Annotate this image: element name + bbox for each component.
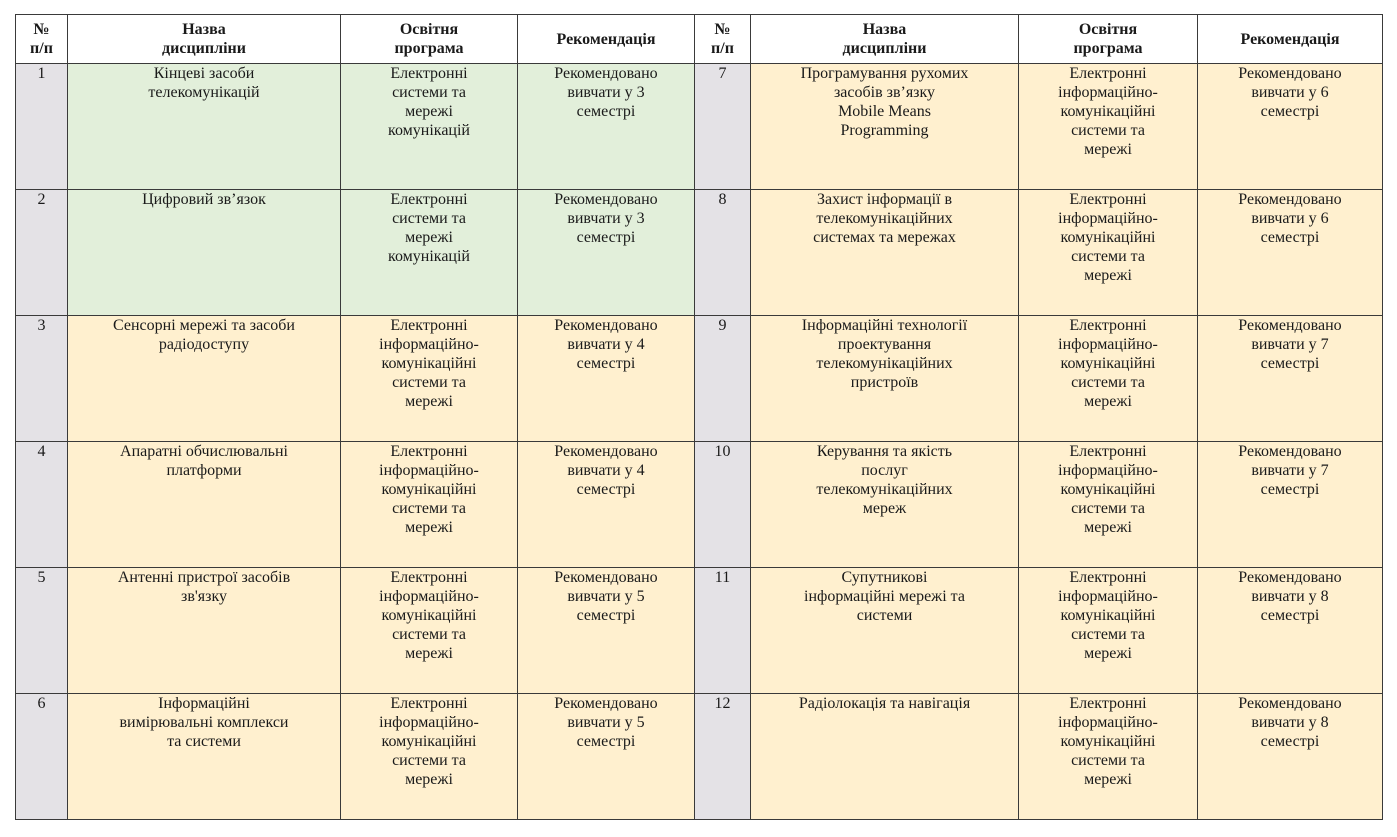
discipline-name-cell	[751, 568, 1019, 694]
program-line: інформаційно-	[1058, 336, 1158, 353]
discipline-name-line: платформи	[166, 462, 242, 479]
recommendation-line: Рекомендовано	[554, 569, 658, 586]
program-line: інформаційно-	[1058, 210, 1158, 227]
program-line: Електронні	[1069, 443, 1147, 460]
program-cell	[1019, 568, 1198, 694]
recommendation-line: вивчати у 3	[567, 84, 645, 101]
recommendation-line: Рекомендовано	[1238, 695, 1342, 712]
recommendation-line: семестрі	[1260, 481, 1320, 498]
row-number-cell: 3	[16, 316, 68, 442]
program-line: мережі	[405, 519, 453, 536]
recommendation-line: вивчати у 3	[567, 210, 645, 227]
table-row	[16, 64, 1383, 190]
program-cell	[1019, 442, 1198, 568]
program-line: мережі	[405, 103, 453, 120]
program-line: Електронні	[390, 191, 468, 208]
program-cell	[341, 568, 518, 694]
program-line: системи та	[1071, 752, 1145, 769]
program-line: Електронні	[390, 569, 468, 586]
program-line: мережі	[405, 229, 453, 246]
recommendation-line: Рекомендовано	[1238, 65, 1342, 82]
recommendation-line: вивчати у 4	[567, 462, 645, 479]
program-line: комунікаційні	[381, 607, 477, 624]
discipline-name-line: Радіолокація та навігація	[798, 695, 971, 712]
header-num-line1: №	[714, 21, 731, 38]
discipline-name-line: системи	[856, 607, 913, 624]
discipline-name-line: Сенсорні мережі та засоби	[113, 317, 295, 334]
program-line: системи та	[392, 626, 466, 643]
program-line: комунікаційні	[1060, 733, 1156, 750]
header-name-right	[751, 15, 1019, 64]
program-line: системи та	[1071, 122, 1145, 139]
program-cell	[1019, 316, 1198, 442]
discipline-name-cell	[751, 64, 1019, 190]
program-line: Електронні	[390, 695, 468, 712]
program-line: Електронні	[1069, 317, 1147, 334]
program-line: комунікаційні	[1060, 355, 1156, 372]
header-name-left	[68, 15, 341, 64]
recommendation-line: Рекомендовано	[554, 191, 658, 208]
program-line: Електронні	[390, 443, 468, 460]
discipline-name-line: телекомунікаційних	[816, 355, 953, 372]
recommendation-line: вивчати у 7	[1251, 336, 1329, 353]
program-line: системи та	[1071, 626, 1145, 643]
discipline-name-cell	[68, 568, 341, 694]
recommendation-line: Рекомендовано	[1238, 317, 1342, 334]
discipline-name-line: Антенні пристрої засобів	[117, 569, 291, 586]
recommendation-cell	[1198, 568, 1383, 694]
program-line: інформаційно-	[1058, 84, 1158, 101]
table-body	[16, 64, 1383, 820]
program-line: системи та	[1071, 374, 1145, 391]
program-line: комунікаційні	[1060, 103, 1156, 120]
header-recommendation-right	[1198, 15, 1383, 64]
program-line: комунікаційні	[1060, 481, 1156, 498]
discipline-name-line: Інформаційні	[158, 695, 250, 712]
recommendation-line: вивчати у 5	[567, 714, 645, 731]
program-cell	[341, 442, 518, 568]
discipline-name-cell	[68, 442, 341, 568]
disciplines-table	[15, 14, 1383, 820]
program-line: інформаційно-	[379, 588, 479, 605]
header-name-line1: Назва	[862, 21, 907, 38]
discipline-name-line: вимірювальні комплекси	[119, 714, 289, 731]
program-cell	[341, 316, 518, 442]
recommendation-line: семестрі	[1260, 733, 1320, 750]
discipline-name-line: радіодоступу	[158, 336, 250, 353]
header-num-right	[695, 15, 751, 64]
table-row	[16, 316, 1383, 442]
discipline-name-line: Програмування рухомих	[800, 65, 969, 82]
recommendation-line: семестрі	[576, 607, 636, 624]
header-num-line2: п/п	[30, 40, 53, 57]
recommendation-line: Рекомендовано	[554, 317, 658, 334]
recommendation-line: Рекомендовано	[1238, 191, 1342, 208]
recommendation-cell	[1198, 316, 1383, 442]
program-line: комунікаційні	[1060, 229, 1156, 246]
row-number-cell: 10	[695, 442, 751, 568]
program-line: комунікацій	[388, 122, 470, 139]
program-line: Електронні	[1069, 65, 1147, 82]
recommendation-cell	[1198, 442, 1383, 568]
program-cell	[341, 694, 518, 820]
program-line: комунікаційні	[381, 355, 477, 372]
program-line: інформаційно-	[1058, 588, 1158, 605]
table-row	[16, 694, 1383, 820]
program-cell	[1019, 64, 1198, 190]
program-line: мережі	[1084, 519, 1132, 536]
discipline-name-line: системах та мережах	[813, 229, 956, 246]
discipline-name-line: Інформаційні технології	[801, 317, 968, 334]
recommendation-cell	[518, 190, 695, 316]
discipline-name-line: Керування та якість	[816, 443, 953, 460]
row-number-cell: 11	[695, 568, 751, 694]
program-line: системи та	[392, 752, 466, 769]
discipline-name-line: телекомунікацій	[148, 84, 260, 101]
table-row	[16, 442, 1383, 568]
program-line: інформаційно-	[379, 714, 479, 731]
discipline-name-cell	[751, 190, 1019, 316]
discipline-name-line: мереж	[862, 500, 907, 517]
recommendation-cell	[518, 442, 695, 568]
recommendation-line: семестрі	[1260, 103, 1320, 120]
header-num-line1: №	[33, 21, 50, 38]
row-number-cell: 7	[695, 64, 751, 190]
discipline-name-line: послуг	[861, 462, 908, 479]
program-line: інформаційно-	[379, 336, 479, 353]
recommendation-line: семестрі	[576, 103, 636, 120]
discipline-name-line: Цифровий зв’язок	[142, 191, 266, 208]
row-number-cell: 9	[695, 316, 751, 442]
header-recommendation-left	[518, 15, 695, 64]
program-line: мережі	[1084, 393, 1132, 410]
header-program-line2: програма	[1073, 40, 1143, 57]
recommendation-line: вивчати у 7	[1251, 462, 1329, 479]
discipline-name-line: проектування	[837, 336, 932, 353]
recommendation-line: семестрі	[1260, 229, 1320, 246]
discipline-name-cell	[68, 316, 341, 442]
program-line: Електронні	[1069, 695, 1147, 712]
recommendation-cell	[518, 568, 695, 694]
program-line: мережі	[405, 393, 453, 410]
discipline-name-line: засобів зв’язку	[833, 84, 936, 101]
table-row	[16, 190, 1383, 316]
discipline-name-line: зв'язку	[181, 588, 227, 605]
row-number-cell: 12	[695, 694, 751, 820]
recommendation-line: Рекомендовано	[554, 65, 658, 82]
recommendation-line: вивчати у 8	[1251, 588, 1329, 605]
header-recommendation-text: Рекомендація	[556, 30, 656, 48]
program-line: системи та	[392, 374, 466, 391]
row-number-cell: 8	[695, 190, 751, 316]
header-name-line2: дисципліни	[162, 40, 246, 57]
recommendation-line: Рекомендовано	[1238, 443, 1342, 460]
discipline-name-cell	[751, 316, 1019, 442]
program-cell	[1019, 694, 1198, 820]
row-number-cell: 4	[16, 442, 68, 568]
discipline-name-line: Захист інформації в	[816, 191, 953, 208]
discipline-name-line: Апаратні обчислювальні	[120, 443, 288, 460]
recommendation-line: вивчати у 5	[567, 588, 645, 605]
recommendation-line: вивчати у 4	[567, 336, 645, 353]
header-recommendation-text: Рекомендація	[1240, 30, 1340, 48]
table-row	[16, 568, 1383, 694]
header-program-right	[1019, 15, 1198, 64]
program-line: Електронні	[390, 317, 468, 334]
program-line: системи та	[1071, 500, 1145, 517]
program-line: системи та	[392, 500, 466, 517]
program-line: інформаційно-	[379, 462, 479, 479]
program-line: комунікацій	[388, 248, 470, 265]
program-line: інформаційно-	[1058, 714, 1158, 731]
header-name-line2: дисципліни	[842, 40, 927, 57]
program-line: мережі	[1084, 141, 1132, 158]
program-line: мережі	[405, 645, 453, 662]
recommendation-line: семестрі	[576, 481, 636, 498]
discipline-name-line: та системи	[167, 733, 241, 750]
program-line: інформаційно-	[1058, 462, 1158, 479]
program-line: комунікаційні	[381, 733, 477, 750]
recommendation-line: Рекомендовано	[1238, 569, 1342, 586]
discipline-name-cell	[68, 190, 341, 316]
header-num-left	[16, 15, 68, 64]
discipline-name-cell	[68, 64, 341, 190]
discipline-name-line: телекомунікаційних	[816, 210, 953, 227]
recommendation-line: вивчати у 6	[1251, 84, 1329, 101]
program-line: мережі	[1084, 645, 1132, 662]
program-cell	[1019, 190, 1198, 316]
discipline-name-line: пристроїв	[850, 374, 919, 391]
recommendation-line: семестрі	[576, 733, 636, 750]
recommendation-line: семестрі	[1260, 607, 1320, 624]
program-cell	[341, 64, 518, 190]
program-line: Електронні	[1069, 569, 1147, 586]
discipline-name-line: Programming	[840, 122, 929, 139]
recommendation-cell	[1198, 64, 1383, 190]
row-number-cell: 6	[16, 694, 68, 820]
program-line: комунікаційні	[1060, 607, 1156, 624]
recommendation-cell	[518, 64, 695, 190]
program-line: системи та	[392, 210, 466, 227]
recommendation-line: Рекомендовано	[554, 695, 658, 712]
row-number-cell: 1	[16, 64, 68, 190]
program-line: Електронні	[390, 65, 468, 82]
program-line: мережі	[405, 771, 453, 788]
discipline-name-cell	[751, 442, 1019, 568]
program-line: комунікаційні	[381, 481, 477, 498]
recommendation-line: вивчати у 6	[1251, 210, 1329, 227]
recommendation-cell	[1198, 190, 1383, 316]
discipline-name-line: Супутникові	[841, 569, 928, 586]
recommendation-cell	[1198, 694, 1383, 820]
recommendation-cell	[518, 316, 695, 442]
recommendation-line: семестрі	[576, 229, 636, 246]
header-program-left	[341, 15, 518, 64]
program-cell	[341, 190, 518, 316]
discipline-name-line: інформаційні мережі та	[804, 588, 965, 605]
discipline-name-line: телекомунікаційних	[816, 481, 953, 498]
program-line: мережі	[1084, 267, 1132, 284]
header-program-line2: програма	[394, 40, 464, 57]
discipline-name-line: Mobile Means	[838, 103, 931, 120]
recommendation-line: семестрі	[576, 355, 636, 372]
discipline-name-cell	[68, 694, 341, 820]
recommendation-cell	[518, 694, 695, 820]
recommendation-line: семестрі	[1260, 355, 1320, 372]
header-num-line2: п/п	[711, 40, 734, 57]
discipline-name-cell	[751, 694, 1019, 820]
program-line: мережі	[1084, 771, 1132, 788]
row-number-cell: 2	[16, 190, 68, 316]
discipline-name-line: Кінцеві засоби	[153, 65, 255, 82]
program-line: Електронні	[1069, 191, 1147, 208]
header-program-line1: Освітня	[399, 21, 459, 38]
header-row	[16, 15, 1383, 64]
recommendation-line: Рекомендовано	[554, 443, 658, 460]
program-line: системи та	[1071, 248, 1145, 265]
header-name-line1: Назва	[182, 21, 226, 38]
header-program-line1: Освітня	[1078, 21, 1138, 38]
program-line: системи та	[392, 84, 466, 101]
row-number-cell: 5	[16, 568, 68, 694]
recommendation-line: вивчати у 8	[1251, 714, 1329, 731]
